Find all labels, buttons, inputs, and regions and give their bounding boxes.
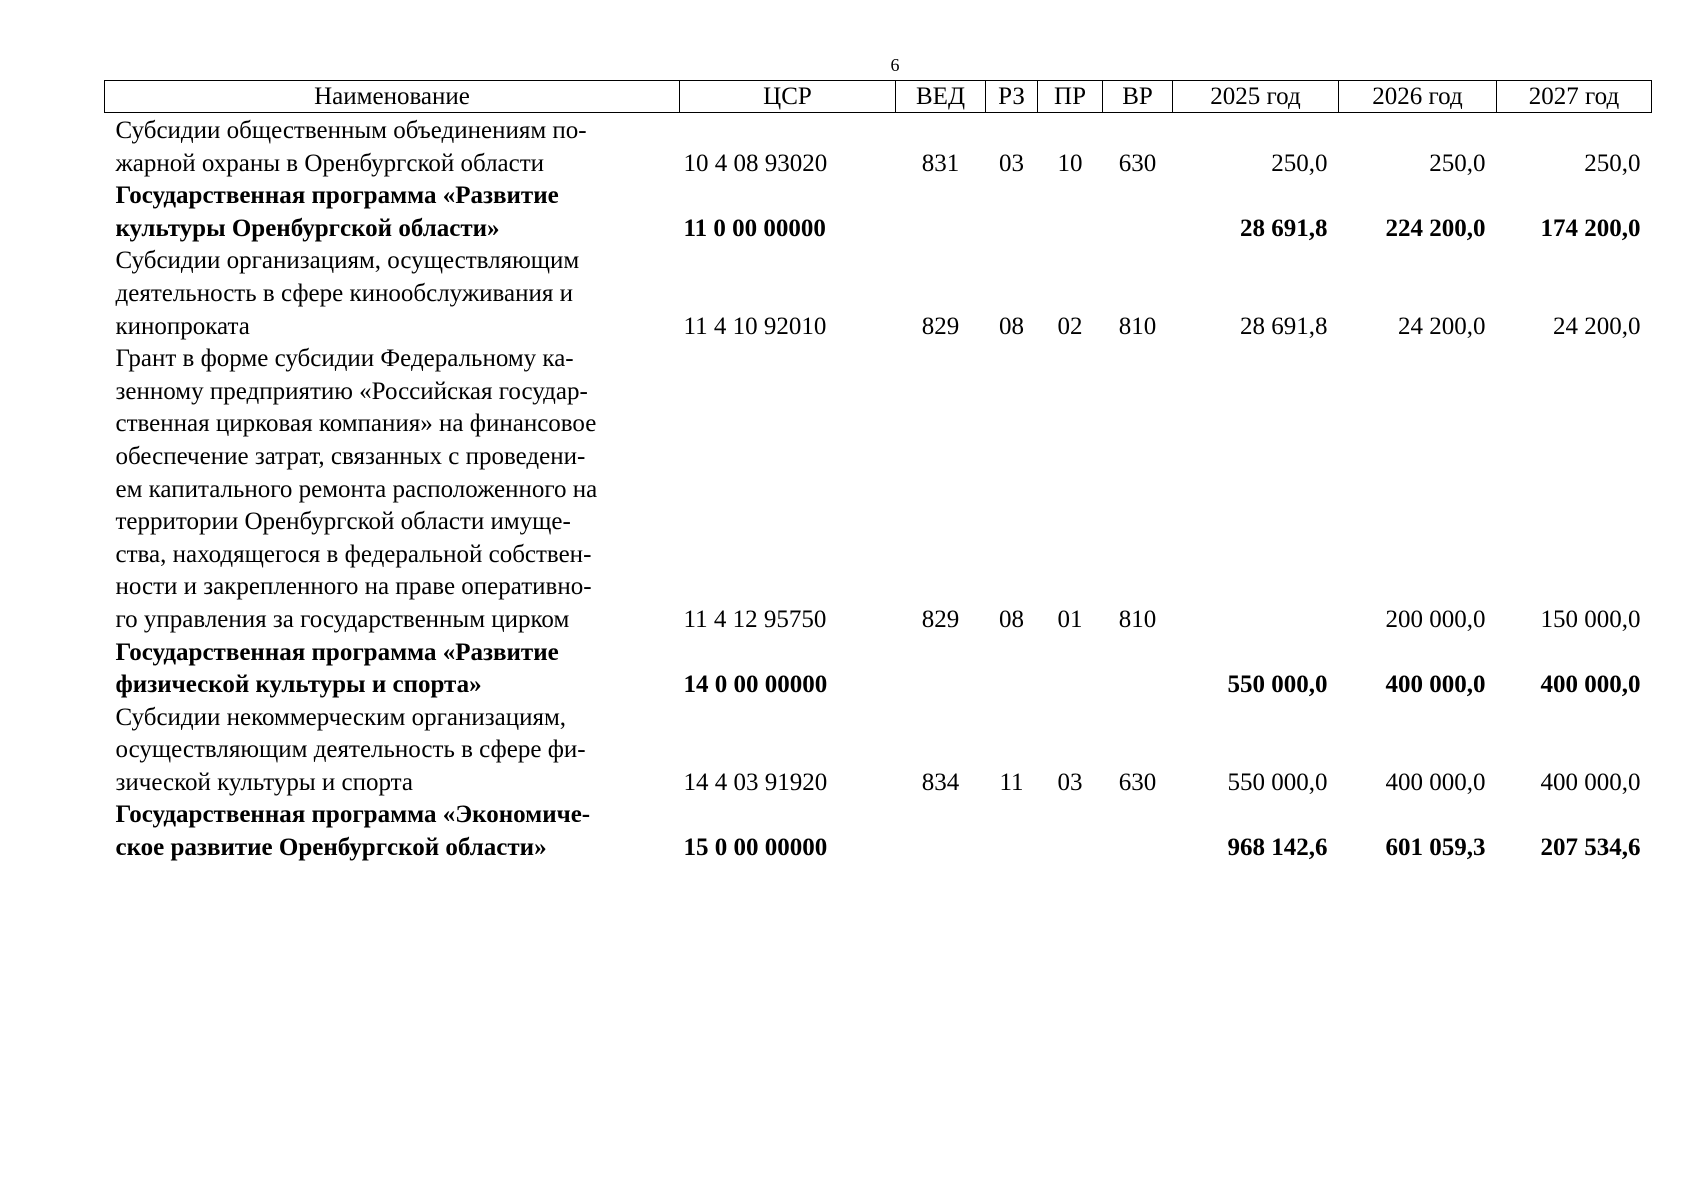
cell-name-line: деятельность в сфере кинообслуживания и: [115, 279, 573, 307]
header-2026: 2026 год: [1339, 81, 1497, 113]
cell-vr: [1103, 180, 1173, 245]
table-row: [105, 702, 1652, 800]
cell-name-line: Субсидии некоммерческим организациям,: [115, 703, 567, 731]
cell-ved: 834: [921, 768, 960, 796]
cell-rz: [986, 799, 1038, 864]
cell-name: [105, 702, 680, 800]
cell-name-line: культуры Оренбургской области»: [115, 214, 500, 242]
cell-name-line: Государственная программа «Экономиче-: [115, 801, 591, 829]
cell-csr: 11 4 10 92010: [683, 312, 827, 340]
cell-rz: 03: [999, 149, 1024, 177]
header-rz: РЗ: [986, 81, 1038, 113]
header-vr: ВР: [1103, 81, 1173, 113]
cell-2027: 207 534,6: [1540, 834, 1641, 862]
table-row: [105, 245, 1652, 343]
cell-csr: 11 0 00 00000: [683, 214, 826, 242]
cell-2025: 550 000,0: [1227, 768, 1328, 796]
cell-name: [105, 637, 680, 702]
cell-name-line: ства, находящегося в федеральной собствен-: [115, 540, 592, 568]
cell-name-line: зической культуры и спорта: [115, 768, 414, 796]
cell-ved: [896, 637, 986, 702]
cell-name-line: зенному предприятию «Российская государ-: [115, 377, 588, 405]
cell-name-line: Субсидии общественным объединениям по-: [115, 117, 587, 144]
budget-table: [104, 80, 1652, 865]
header-ved: ВЕД: [896, 81, 986, 113]
cell-2027: 400 000,0: [1540, 671, 1641, 699]
cell-name-line: Государственная программа «Развитие: [115, 638, 559, 666]
table-row: [105, 113, 1652, 181]
page-number: 6: [890, 55, 900, 75]
cell-name-line: Субсидии организациям, осуществляющим: [115, 247, 580, 275]
cell-name-line: физической культуры и спорта»: [115, 671, 482, 699]
cell-2025: 250,0: [1271, 149, 1328, 177]
cell-2027: 150 000,0: [1540, 605, 1641, 633]
cell-name-line: го управления за государственным цирком: [115, 605, 570, 633]
cell-name-line: Грант в форме субсидии Федеральному ка-: [115, 345, 574, 373]
cell-vr: [1103, 637, 1173, 702]
cell-rz: [986, 180, 1038, 245]
cell-name: [105, 180, 680, 245]
cell-pr: 03: [1057, 768, 1083, 796]
header-2027: 2027 год: [1497, 81, 1652, 113]
cell-ved: [896, 180, 986, 245]
header-csr: ЦСР: [680, 81, 896, 113]
cell-rz: 08: [999, 605, 1024, 633]
cell-name-line: жарной охраны в Оренбургской области: [115, 149, 545, 177]
cell-name-line: осуществляющим деятельность в сфере фи-: [115, 736, 586, 764]
cell-name-line: Государственная программа «Развитие: [115, 182, 559, 210]
cell-2027: 400 000,0: [1540, 768, 1641, 796]
cell-ved: [896, 799, 986, 864]
cell-rz: 11: [999, 768, 1024, 796]
cell-vr: [1103, 799, 1173, 864]
cell-name: [105, 799, 680, 864]
table-row: [105, 343, 1652, 636]
cell-2026: 400 000,0: [1385, 671, 1486, 699]
cell-ved: 829: [921, 605, 960, 633]
cell-2025: 28 691,8: [1240, 312, 1328, 340]
cell-2027: 24 200,0: [1553, 312, 1641, 340]
cell-name-line: территории Оренбургской области имуще-: [115, 508, 571, 536]
cell-2027: 250,0: [1584, 149, 1641, 177]
cell-csr: 11 4 12 95750: [683, 605, 827, 633]
cell-2026: 400 000,0: [1385, 768, 1486, 796]
cell-pr: [1038, 180, 1103, 245]
cell-pr: 01: [1057, 605, 1083, 633]
cell-2026: 224 200,0: [1385, 214, 1486, 242]
header-2025: 2025 год: [1173, 81, 1339, 113]
cell-vr: 630: [1118, 768, 1157, 796]
cell-name: [105, 113, 680, 181]
table-row: [105, 799, 1652, 864]
cell-2025: [1173, 343, 1339, 636]
cell-name-line: ственная цирковая компания» на финансовое: [115, 410, 597, 438]
cell-pr: 10: [1057, 149, 1083, 177]
cell-2026: 24 200,0: [1398, 312, 1486, 340]
table-row: [105, 637, 1652, 702]
cell-csr: 14 4 03 91920: [683, 768, 828, 796]
cell-name: [105, 245, 680, 343]
cell-2026: 601 059,3: [1385, 834, 1486, 862]
cell-name: [105, 343, 680, 636]
cell-csr: 14 0 00 00000: [683, 671, 828, 699]
cell-vr: 810: [1118, 312, 1157, 340]
cell-pr: [1038, 799, 1103, 864]
header-name: Наименование: [105, 81, 680, 113]
cell-2025: 968 142,6: [1227, 834, 1328, 862]
cell-ved: 829: [921, 312, 960, 340]
cell-rz: 08: [999, 312, 1024, 340]
cell-csr: 10 4 08 93020: [683, 149, 828, 177]
cell-2025: 550 000,0: [1227, 671, 1328, 699]
cell-rz: [986, 637, 1038, 702]
cell-name-line: ем капитального ремонта расположенного на: [115, 475, 598, 503]
cell-2027: 174 200,0: [1540, 214, 1641, 242]
table-body: [105, 113, 1652, 865]
table-row: [105, 180, 1652, 245]
cell-name-line: обеспечение затрат, связанных с проведени-: [115, 442, 586, 470]
cell-2026: 250,0: [1429, 149, 1486, 177]
cell-name-line: ности и закрепленного на праве оперативно-: [115, 573, 592, 601]
header-pr: ПР: [1038, 81, 1103, 113]
cell-csr: 15 0 00 00000: [683, 834, 828, 862]
cell-2026: 200 000,0: [1385, 605, 1486, 633]
cell-2025: 28 691,8: [1240, 214, 1328, 242]
cell-name-line: кинопроката: [115, 312, 250, 340]
cell-pr: 02: [1057, 312, 1083, 340]
cell-pr: [1038, 637, 1103, 702]
table-header-row: [105, 81, 1652, 113]
cell-ved: 831: [921, 149, 960, 177]
cell-vr: 630: [1118, 149, 1157, 177]
cell-name-line: ское развитие Оренбургской области»: [115, 834, 547, 862]
cell-vr: 810: [1118, 605, 1157, 633]
